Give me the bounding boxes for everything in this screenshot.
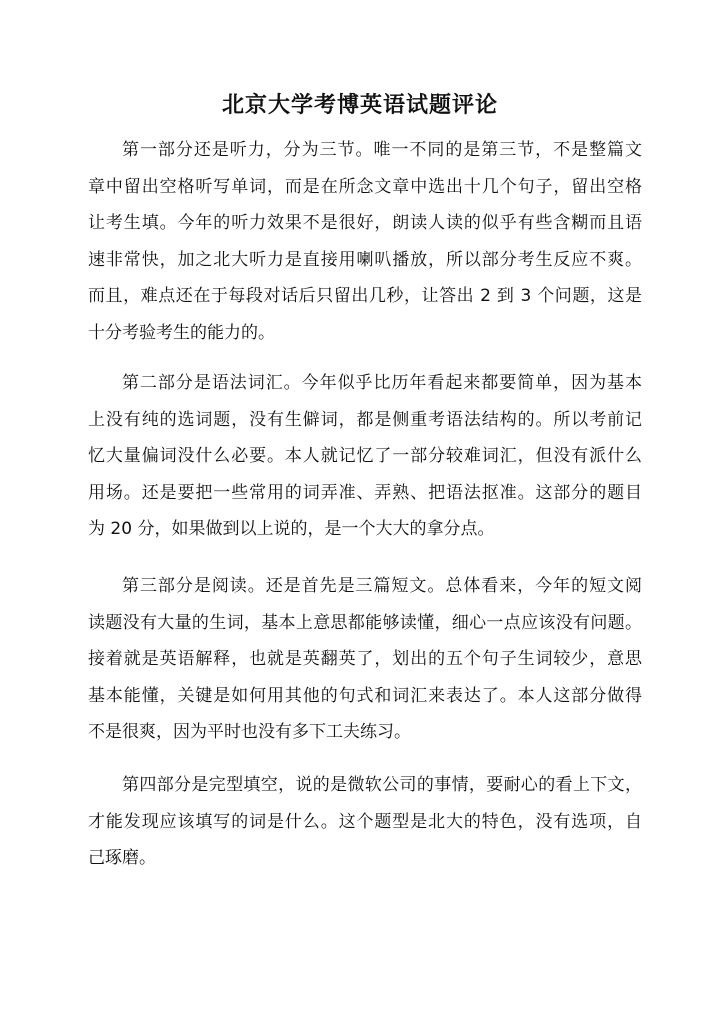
text-line: 不是很爽，因为平时也没有多下工夫练习。 [88, 722, 411, 743]
text-line: 第三部分是阅读。还是首先是三篇短文。总体看来，今年的短文阅 [122, 576, 642, 596]
text-line: 忆大量偏词没什么必要。本人就记忆了一部分较难词汇，但没有派什么 [88, 446, 642, 467]
paragraph-grammar-vocabulary [88, 365, 642, 548]
document-title: 北京大学考博英语试题评论 [221, 93, 498, 118]
text-line: 让考生填。今年的听力效果不是很好，朗读人读的似乎有些含糊而且语 [88, 213, 642, 234]
text-line: 上没有纯的选词题，没有生僻词，都是侧重考语法结构的。所以考前记 [88, 409, 642, 430]
text-line: 己琢磨。 [88, 848, 156, 869]
paragraph-listening [88, 132, 642, 352]
paragraph-cloze [88, 767, 642, 877]
text-line: 用场。还是要把一些常用的词弄准、弄熟、把语法抠准。这部分的题目 [88, 482, 642, 503]
paragraph-reading [88, 568, 642, 751]
text-line: 第四部分是完型填空，说的是微软公司的事情，要耐心的看上下文， [122, 775, 642, 795]
text-line: 第一部分还是听力，分为三节。唯一不同的是第三节，不是整篇文 [122, 140, 642, 160]
text-line: 才能发现应该填写的词是什么。这个题型是北大的特色，没有选项，自 [88, 811, 642, 832]
text-line: 速非常快，加之北大听力是直接用喇叭播放，所以部分考生反应不爽。 [88, 249, 642, 270]
text-line: 读题没有大量的生词，基本上意思都能够读懂，细心一点应该没有问题。 [88, 612, 642, 633]
text-line: 十分考验考生的能力的。 [88, 322, 275, 343]
text-line: 为 20 分，如果做到以上说的，是一个大大的拿分点。 [88, 519, 495, 540]
text-line: 基本能懂，关键是如何用其他的句式和词汇来表达了。本人这部分做得 [88, 685, 642, 706]
text-line: 而且，难点还在于每段对话后只留出几秒，让答出 2 到 3 个问题，这是 [88, 286, 642, 307]
text-line: 章中留出空格听写单词，而是在所念文章中选出十几个句子，留出空格 [88, 176, 642, 197]
text-line: 接着就是英语解释，也就是英翻英了，划出的五个句子生词较少，意思 [88, 649, 642, 670]
text-line: 第二部分是语法词汇。今年似乎比历年看起来都要简单，因为基本 [122, 373, 642, 393]
